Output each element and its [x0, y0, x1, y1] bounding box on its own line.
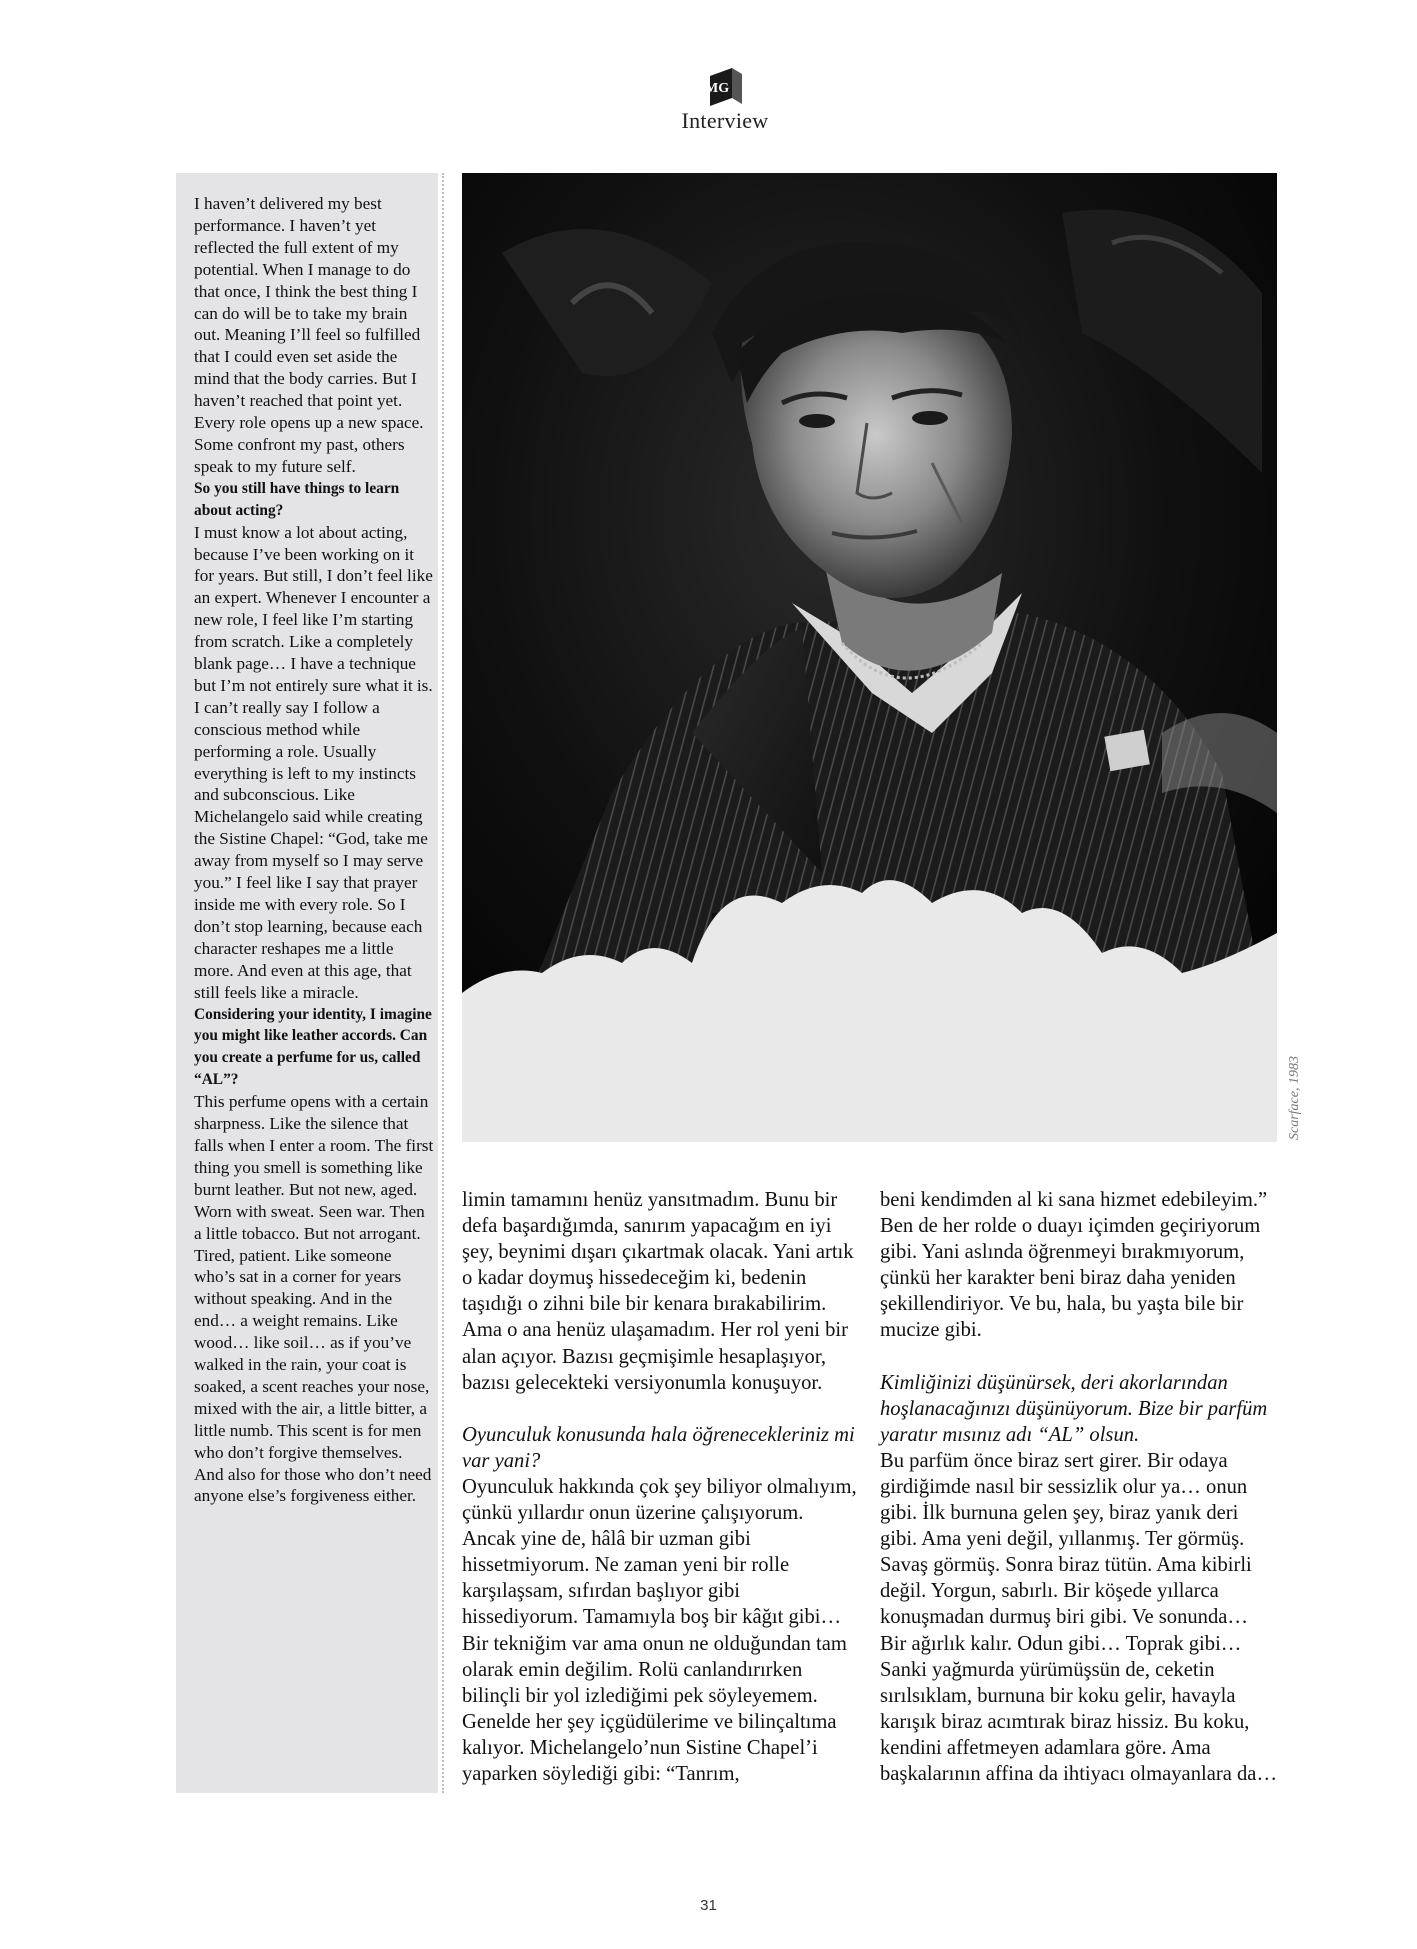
sidebar-question: So you still have things to learn about acting? [194, 479, 400, 519]
section-title: Interview [681, 108, 769, 133]
sidebar-answer: I haven’t delivered my best performance. I haven’t yet reflected the full extent of my potential. When I manage to do that once, I think the best thing I can do will be to take my brain out. Meaning I’ll feel so fulfilled that I could even set aside the mind that the body carries. But I haven’t reached that point yet. Every role opens up a new space. Some confront my past, others speak to my future self. [194, 194, 424, 476]
article-paragraph: Oyunculuk hakkında çok şey biliyor olmalıyım, çünkü yıllardır onun üzerine çalışıyorum. Ancak yine de, hâlâ bir uzman gibi hissetmiyorum. Ne zaman yeni bir rolle karşılaşsam, sıfırdan başlıyor gibi hissediyorum. Tamamıyla boş bir kâğıt gibi… Bir tekniğim var ama onun ne olduğundan tam olarak emin değilim. Rolü canlandırırken bilinçli bir yol izlediğimi pek söyleyemem. Genelde her şey içgüdülerime ve bilinçaltıma kalıyor. Michelangelo’nun Sistine Chapel’i yaparken söylediği gibi: “Tanrım, [462, 1475, 857, 1785]
mg-logo-text: MG [705, 81, 730, 96]
photo-caption: Scarface, 1983 [1287, 1056, 1302, 1140]
sidebar-divider [442, 173, 444, 1793]
portrait-photo [462, 173, 1277, 1142]
sidebar-answer: This perfume opens with a certain sharpness. Like the silence that falls when I enter a room. The first thing you smell is something like burnt leather. But not new, aged. Worn with sweat. Seen war. Then a little tobacco. But not arrogant. Tired, patient. Like someone who’s sat in a corner for years without speaking. And in the end… a weight remains. Like wood… like soil… as if you’ve walked in the rain, your coat is soaked, a scent reaches your nose, mixed with the air, a little bitter, a little numb. This scent is for men who don’t forgive themselves. And also for those who don’t need anyone else’s forgiveness either. [194, 1092, 434, 1506]
article-paragraph: beni kendimden al ki sana hizmet edebileyim.” Ben de her rolde o duayı içimden geçiriyorum gibi. Yani aslında öğrenmeyi bırakmıyorum, çünkü her karakter beni biraz daha yeniden şekillendiriyor. Ve bu, hala, bu yaşta bile bir mucize gibi. [880, 1189, 1268, 1342]
article-column-1 [462, 1187, 860, 1787]
mg-logo [702, 68, 746, 108]
article-paragraph: Bu parfüm önce biraz sert girer. Bir odaya girdiğimde nasıl bir sessizlik olur ya… onun gibi. İlk burnuna gelen şey, biraz yanık deri gibi. Ama yeni değil, yıllanmış. Ter görmüş. Savaş görmüş. Sonra biraz tütün. Ama kibirli değil. Yorgun, sabırlı. Bir köşede yıllarca konuşmadan durmuş biri gibi. Ve sonunda… Bir ağırlık kalır. Odun gibi… Toprak gibi… Sanki yağmurda yürümüşsün de, ceketin sırılsıklam, burnuna bir koku gelir, havayla karışık biraz acımtırak biraz hissiz. Bu koku, kendini affetmeyen adamlara göre. Ama başkalarının affina da ihtiyacı olmayanlara da… [880, 1449, 1278, 1785]
article-question: Kimliğinizi düşünürsek, deri akorlarından hoşlanacağınızı düşünüyorum. Bize bir parfüm yaratır mısınız adı “AL” olsun. [880, 1371, 1268, 1446]
sidebar-answer: I must know a lot about acting, because I’ve been working on it for years. But still, I don’t feel like an expert. Whenever I encounter a new role, I feel like I’m starting from scratch. Like a completely blank page… I have a technique but I’m not entirely sure what it is. I can’t really say I follow a conscious method while performing a role. Usually everything is left to my instincts and subconscious. Like Michelangelo said while creating the Sistine Chapel: “God, take me away from myself so I may serve you.” I feel like I say that prayer inside me with every role. So I don’t stop learning, because each character reshapes me a little more. And even at this age, that still feels like a miracle. [194, 522, 433, 1002]
article-question: Oyunculuk konusunda hala öğrenecekleriniz mi var yani? [462, 1423, 855, 1472]
sidebar-question: Considering your identity, I imagine you might like leather accords. Can you create a perfume for us, called “AL”? [194, 1005, 432, 1089]
portrait-illustration [462, 173, 1277, 1142]
page-header [0, 62, 1417, 142]
sidebar-text [194, 193, 434, 1507]
page-number: 31 [700, 1897, 717, 1914]
article-paragraph: limin tamamını henüz yansıtmadım. Bunu bir defa başardığımda, sanırım yapacağım en iyi şey, beynimi dışarı çıkartmak olacak. Yani artık o kadar doymuş hissedeceğim ki, bedenin taşıdığı o zihni bile bir kenara bırakabilirim. Ama o ana henüz ulaşamadım. Her rol yeni bir alan açıyor. Bazısı geçmişimle hesaplaşıyor, bazısı gelecekteki versiyonumla konuşuyor. [462, 1189, 854, 1394]
article-column-2 [880, 1187, 1278, 1787]
